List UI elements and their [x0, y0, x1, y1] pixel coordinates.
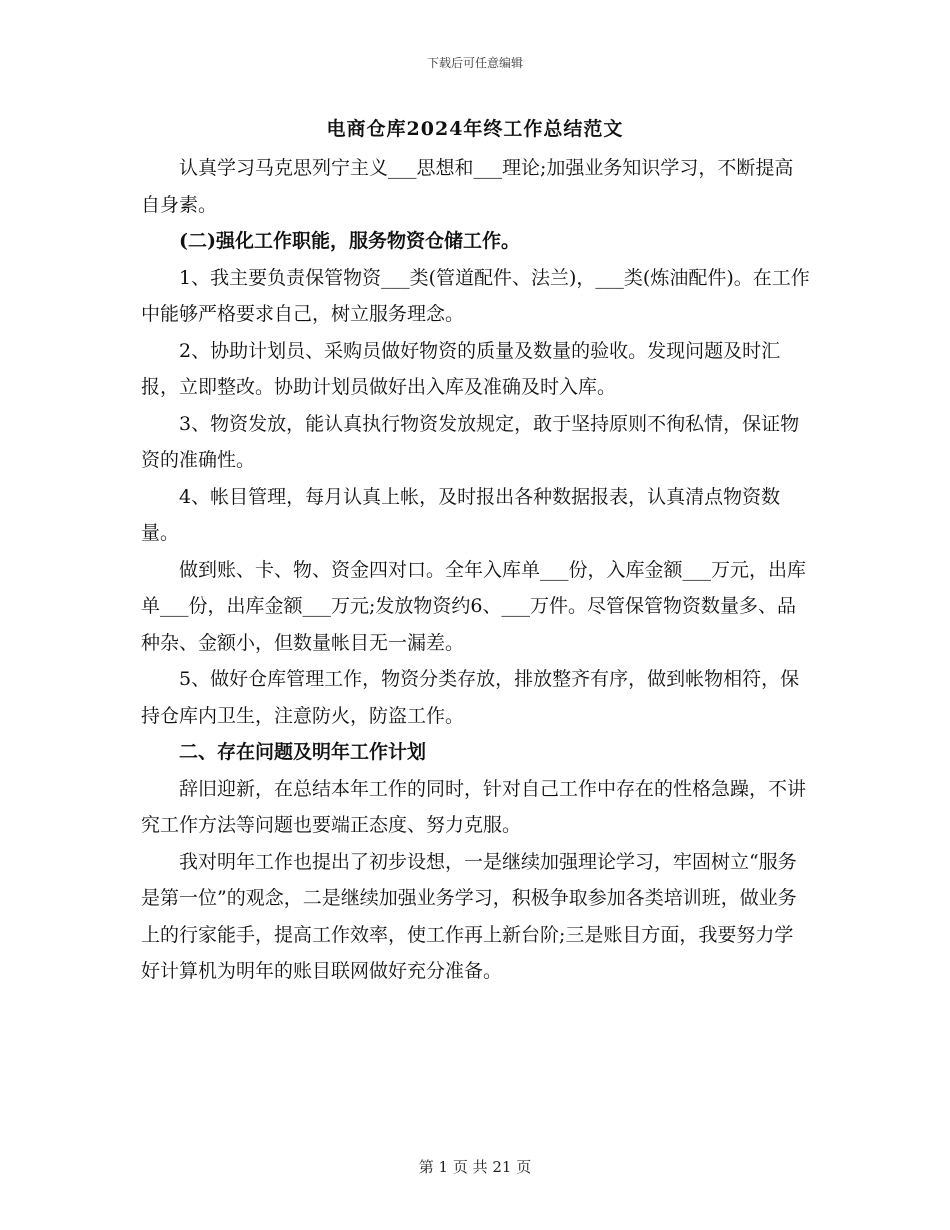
- paragraph-study: 认真学习马克思列宁主义___思想和___理论;加强业务知识学习，不断提高自身素。: [141, 157, 794, 216]
- paragraph-item-2: 2、协助计划员、采购员做好物资的质量及数量的验收。发现问题及时汇报，立即整改。协助计划员做好出入库及准确及时入库。: [141, 339, 781, 398]
- paragraph-statistics: 做到账、卡、物、资金四对口。全年入库单___份，入库金额___万元，出库单___份，出库金额___万元;发放物资约6、___万件。尽管保管物资数量多、品种杂、金额小，但数量帐目无一漏差。: [141, 558, 807, 654]
- section-heading-problems: 二、存在问题及明年工作计划: [179, 741, 427, 763]
- paragraph-plan: 我对明年工作也提出了初步设想，一是继续加强理论学习，牢固树立“服务是第一位”的观念，二是继续加强业务学习，积极争取参加各类培训班，做业务上的行家能手，提高工作效率，使工作再上新台阶;三是账目方面，我要努力学好计算机为明年的账目联网做好充分准备。: [141, 850, 797, 982]
- header-note: 下载后可任意编辑: [426, 56, 523, 70]
- paragraph-item-3: 3、物资发放，能认真执行物资发放规定，敢于坚持原则不徇私情，保证物资的准确性。: [141, 412, 800, 471]
- page-number: 第 1 页 共 21 页: [418, 1158, 532, 1176]
- document-body: [141, 150, 811, 990]
- paragraph-item-4: 4、帐目管理，每月认真上帐，及时报出各种数据报表，认真清点物资数量。: [141, 485, 781, 544]
- document-title: 电商仓库2024年终工作总结范文: [326, 118, 624, 140]
- section-heading-duties: (二)强化工作职能，服务物资仓储工作。: [179, 230, 520, 252]
- paragraph-item-5: 5、做好仓库管理工作，物资分类存放，排放整齐有序，做到帐物相符，保持仓库内卫生，注意防火，防盗工作。: [141, 668, 800, 727]
- paragraph-problems: 辞旧迎新，在总结本年工作的同时，针对自己工作中存在的性格急躁，不讲究工作方法等问题也要端正态度、努力克服。: [141, 777, 807, 836]
- paragraph-item-1: 1、我主要负责保管物资___类(管道配件、法兰)，___类(炼油配件)。在工作中能够严格要求自己，树立服务理念。: [141, 266, 810, 325]
